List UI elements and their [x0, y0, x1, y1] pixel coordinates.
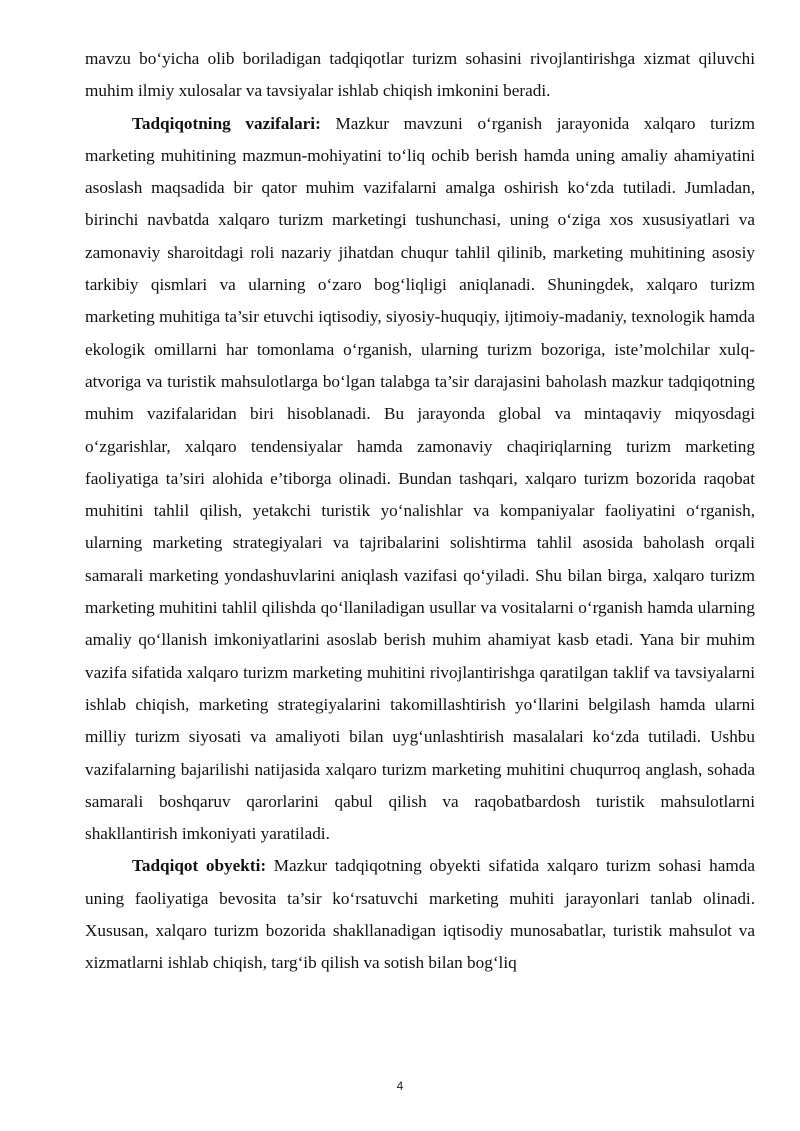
paragraph-lead: Tadqiqotning vazifalari:	[132, 113, 321, 133]
paragraph-lead: Tadqiqot obyekti:	[132, 856, 267, 876]
document-page	[85, 43, 755, 980]
paragraph-intro	[85, 43, 755, 108]
paragraph-text: mavzu bo‘yicha olib boriladigan tadqiqotlar turizm sohasini rivojlantirishga xizmat qiluvchi muhim ilmiy xulosalar va tavsiyalar ishlab chiqish imkonini beradi.	[85, 49, 755, 101]
paragraph-tasks	[85, 108, 755, 851]
paragraph-object	[85, 850, 755, 979]
paragraph-text: Mazkur tadqiqotning obyekti sifatida xalqaro turizm sohasi hamda uning faoliyatiga bevosita ta’sir ko‘rsatuvchi marketing muhiti jarayonlari tanlab olinadi. Xususan, xalqaro turizm bozorida shakllanadigan iqtisodiy munosabatlar, turistik mahsulot va xizmatlarni ishlab chiqish, targ‘ib qilish va sotish bilan bog‘liq	[85, 856, 755, 973]
page-number: 4	[396, 1079, 404, 1093]
paragraph-text: Mazkur mavzuni o‘rganish jarayonida xalqaro turizm marketing muhitining mazmun-mohiyatini to‘liq ochib berish hamda uning amaliy ahamiyatini asoslash maqsadida bir qator muhim vazifalarni amalga oshirish ko‘zda tutiladi. Jumladan, birinchi navbatda xalqaro turizm marketingi tushunchasi, uning o‘ziga xos xususiyatlari va zamonaviy sharoitdagi roli nazariy jihatdan chuqur tahlil qilinib, marketing muhitining asosiy tarkibiy qismlari va ularning o‘zaro bog‘liqligi aniqlanadi. Shuningdek, xalqaro turizm marketing muhitiga ta’sir etuvchi iqtisodiy, siyosiy-huquqiy, ijtimoiy-madaniy, texnologik hamda ekologik omillarni har tomonlama o‘rganish, ularning turizm bozoriga, iste’molchilar xulq-atvoriga va turistik mahsulotlarga bo‘lgan talabga ta’sir darajasini baholash mazkur tadqiqotning muhim vazifalaridan biri hisoblanadi. Bu jarayonda global va mintaqaviy miqyosdagi o‘zgarishlar, xalqaro tendensiyalar hamda zamonaviy chaqiriqlarning turizm marketing faoliyatiga ta’siri alohida e’tiborga olinadi. Bundan tashqari, xalqaro turizm bozorida raqobat muhitini tahlil qilish, yetakchi turistik yo‘nalishlar va kompaniyalar faoliyatini o‘rganish, ularning marketing strategiyalari va tajribalarini solishtirma tahlil asosida baholash orqali samarali marketing yondashuvlarini aniqlash vazifasi qo‘yiladi. Shu bilan birga, xalqaro turizm marketing muhitini tahlil qilishda qo‘llaniladigan usullar va vositalarni o‘rganish hamda ularning amaliy qo‘llanish imkoniyatlarini asoslab berish muhim ahamiyat kasb etadi. Yana bir muhim vazifa sifatida xalqaro turizm marketing muhitini rivojlantirishga qaratilgan taklif va tavsiyalarni ishlab chiqish, marketing strategiyalarini takomillashtirish yo‘llarini belgilash hamda ularni milliy turizm siyosati va amaliyoti bilan uyg‘unlashtirish masalalari ko‘zda tutiladi. Ushbu vazifalarning bajarilishi natijasida xalqaro turizm marketing muhitini chuqurroq anglash, sohada samarali boshqaruv qarorlarini qabul qilish va raqobatbardosh turistik mahsulotlarni shakllantirish imkoniyati yaratiladi.	[85, 113, 755, 844]
